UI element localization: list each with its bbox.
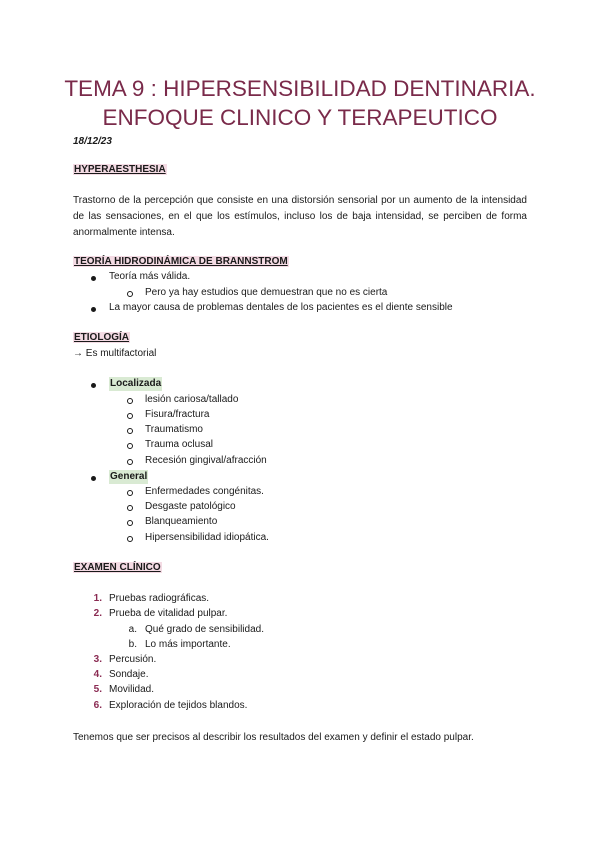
etiologia-intro: → Es multifactorial: [73, 348, 157, 359]
bullet-circle: [127, 443, 133, 449]
bullet-dot: [91, 276, 96, 281]
list-item: La mayor causa de problemas dentales de los pacientes es el diente sensible: [109, 302, 453, 313]
list-number: 5.: [93, 684, 102, 695]
list-item: Lo más importante.: [145, 639, 231, 650]
list-item: Hipersensibilidad idiopática.: [145, 532, 269, 543]
list-item: Blanqueamiento: [145, 516, 218, 527]
list-item: Sondaje.: [109, 669, 149, 680]
date: 18/12/23: [73, 136, 112, 147]
list-number: 1.: [93, 593, 102, 604]
section-heading-hyperaesthesia: HYPERAESTHESIA: [74, 164, 166, 175]
list-item: Teoría más válida.: [109, 271, 191, 282]
page-title-line-1: TEMA 9 : HIPERSENSIBILIDAD DENTINARIA.: [64, 76, 536, 101]
bullet-circle: [127, 505, 133, 511]
list-item: Pero ya hay estudios que demuestran que no es cierta: [145, 287, 388, 298]
bullet-circle: [127, 428, 133, 434]
section-heading-brannstrom: TEORÍA HIDRODINÁMICA DE BRANNSTROM: [74, 256, 288, 267]
list-item: Pruebas radiográficas.: [109, 593, 210, 604]
list-item: Percusión.: [109, 654, 157, 665]
bullet-circle: [127, 459, 133, 465]
list-item: Exploración de tejidos blandos.: [109, 700, 248, 711]
bullet-circle: [127, 291, 133, 297]
list-letter: b.: [128, 639, 137, 650]
list-item: lesión cariosa/tallado: [145, 394, 239, 405]
section-heading-etiologia: ETIOLOGÍA: [74, 332, 129, 343]
bullet-circle: [127, 536, 133, 542]
list-number: 6.: [93, 700, 102, 711]
list-item: Trauma oclusal: [145, 439, 213, 450]
subheading-general: General: [110, 471, 148, 482]
bullet-dot: [91, 383, 96, 388]
bullet-circle: [127, 520, 133, 526]
section-heading-examen-clinico: EXAMEN CLÍNICO: [74, 562, 161, 573]
list-item: Fisura/fractura: [145, 409, 210, 420]
examen-conclusion: Tenemos que ser precisos al describir los resultados del examen y definir el estado pulpar.: [73, 732, 474, 743]
list-number: 3.: [93, 654, 102, 665]
subheading-localizada: Localizada: [110, 378, 162, 389]
bullet-circle: [127, 413, 133, 419]
bullet-dot: [91, 307, 96, 312]
list-number: 2.: [93, 608, 102, 619]
list-number: 4.: [93, 669, 102, 680]
bullet-circle: [127, 398, 133, 404]
hyperaesthesia-paragraph: Trastorno de la percepción que consiste en una distorsión sensorial por un aumento de la intensidad de las sensaciones, en el que los estímulos, incluso los de baja intensidad, se perciben de forma anormalmente intensa.: [73, 195, 527, 238]
list-letter: a.: [128, 624, 137, 635]
list-item: Enfermedades congénitas.: [145, 486, 264, 497]
bullet-circle: [127, 490, 133, 496]
page-title-line-2: ENFOQUE CLINICO Y TERAPEUTICO: [102, 105, 498, 130]
list-item: Recesión gingival/afracción: [145, 455, 267, 466]
list-item: Movilidad.: [109, 684, 155, 695]
list-item: Qué grado de sensibilidad.: [145, 624, 264, 635]
list-item: Desgaste patológico: [145, 501, 236, 512]
list-item: Prueba de vitalidad pulpar.: [109, 608, 228, 619]
list-item: Traumatismo: [145, 424, 203, 435]
bullet-dot: [91, 476, 96, 481]
